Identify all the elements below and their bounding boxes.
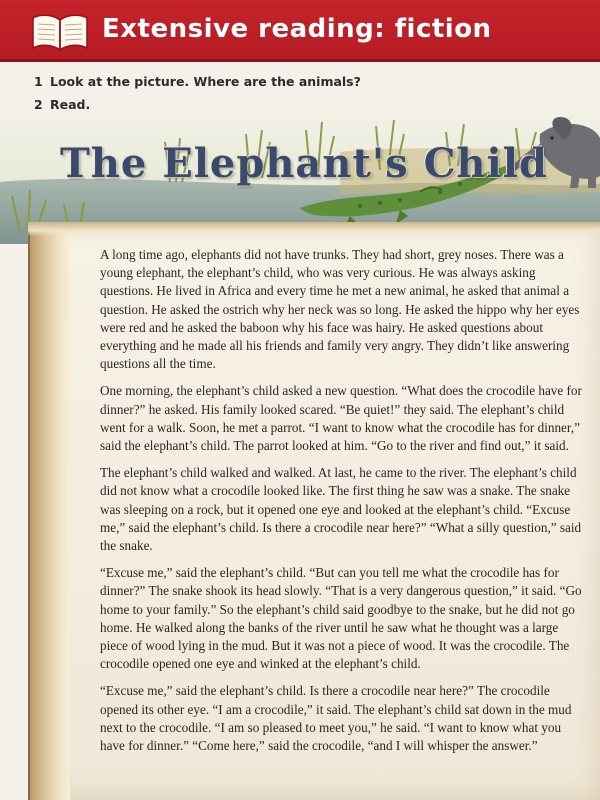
scroll-edge-decoration	[28, 222, 600, 236]
story-paragraph: The elephant’s child walked and walked. At last, he came to the river. The elephant’s child did not know what a crocodile looked like. The first thing he saw was a snake. The snake was sleeping on a rock, but it opened one eye and looked at the elephant’s child. “Excuse me,” said the elephant’s child. Is there a crocodile near here?” “What a silly question,” said the snake.	[100, 465, 582, 554]
section-header	[0, 0, 600, 62]
open-book-icon	[30, 12, 90, 52]
story-text	[100, 246, 584, 764]
story-paragraph: “Excuse me,” said the elephant’s child. “But can you tell me what the crocodile has for dinner?” The snake shook its head slowly. “That is a very dangerous question,” it said. “Go home to your family.” So the elephant’s child said goodbye to the snake, but he did not go home. He walked along the banks of the river until he saw what he thought was a large piece of wood lying in the mud. But it was not a piece of wood. It was the crocodile. The crocodile opened one eye and winked at the elephant’s child.	[100, 565, 582, 672]
story-title: The Elephant's Child	[60, 140, 548, 187]
instruction-text: Read.	[50, 97, 91, 112]
instruction-number: 1	[34, 74, 43, 89]
scroll-roll-decoration	[28, 222, 70, 800]
instruction-item	[34, 70, 361, 93]
instruction-number: 2	[34, 97, 43, 112]
instruction-text: Look at the picture. Where are the animals?	[50, 74, 361, 89]
story-paragraph: A long time ago, elephants did not have trunks. They had short, grey noses. There was a young elephant, the elephant’s child, who was very curious. He was always asking questions. He lived in Africa and every time he met a new animal, he asked that animal a question. He asked the ostrich why her neck was so long. He asked the hippo why her eyes were red and he asked the baboon why his face was hairy. He asked questions about everything and he made all his friends and family very angry. They didn’t like answering questions all the time.	[100, 247, 580, 372]
instructions-list	[34, 70, 361, 116]
story-paragraph: One morning, the elephant’s child asked a new question. “What does the crocodile have for dinner?” he asked. His family looked scared. “Be quiet!” they said. The elephant’s child went for a walk. Soon, he met a parrot. “I want to know what the crocodile has for dinner,” said the elephant’s child. The parrot looked at him. “Go to the river and find out,” it said.	[100, 383, 582, 454]
page-title: Extensive reading: fiction	[102, 14, 492, 44]
story-paragraph: “Excuse me,” said the elephant’s child. Is there a crocodile near here?” The crocodile opened its other eye. “I am a crocodile,” it said. The elephant’s child sat down in the mud next to the crocodile. “I am so pleased to meet you,” he said. “I want to know what you have for dinner.” “Come here,” said the crocodile, “and I will whisper the answer.”	[100, 683, 572, 754]
